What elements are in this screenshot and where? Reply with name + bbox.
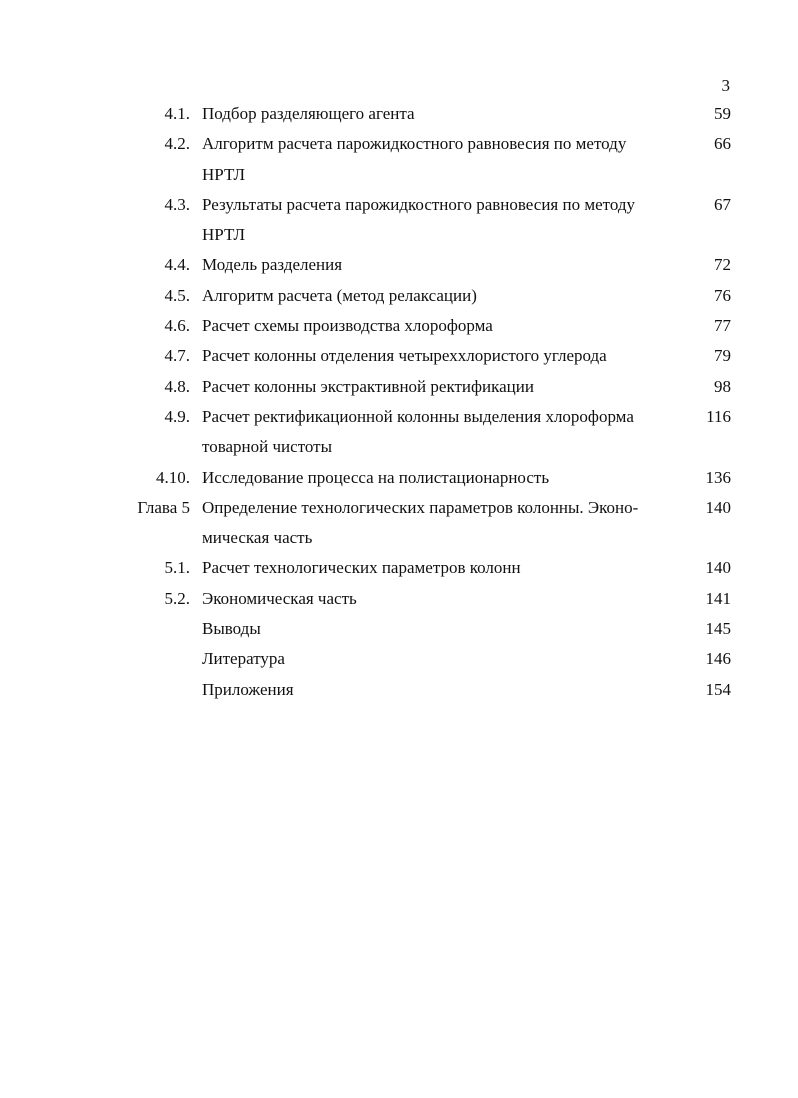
toc-entry	[0, 250, 798, 280]
toc-entry-title	[202, 493, 672, 554]
toc-entry-title	[202, 463, 672, 493]
toc-entry-number: 4.2.	[164, 134, 190, 154]
toc-entry-title	[202, 99, 672, 129]
toc-entry-number: 4.9.	[164, 406, 190, 426]
toc-entry-number: 4.3.	[164, 194, 190, 214]
toc-entry	[0, 553, 798, 583]
toc-entry-title-line: Расчет технологических параметров колонн	[202, 558, 521, 578]
toc-entry-page: 154	[705, 679, 731, 699]
toc-entry-title-line: Исследование процесса на полистационарность	[202, 467, 550, 487]
toc-entry-number: 4.7.	[164, 346, 190, 366]
page-number: 3	[721, 76, 730, 95]
toc-entry	[0, 341, 798, 371]
toc-entry	[0, 129, 798, 190]
toc-entry-title	[202, 190, 672, 251]
toc-entry-title-line: Алгоритм расчета парожидкостного равновесия по методу	[202, 134, 627, 154]
toc-entry-title-line: Расчет колонны экстрактивной ректификации	[202, 376, 534, 396]
toc-entry-title	[202, 281, 672, 311]
toc-entry-number: 4.8.	[164, 376, 190, 396]
toc-entry	[0, 372, 798, 402]
toc-entry-number: 4.5.	[164, 285, 190, 305]
toc-entry-page: 116	[706, 406, 731, 426]
toc-entry-title	[202, 644, 672, 674]
toc-entry-page: 145	[705, 619, 731, 639]
toc-entry-title-line: Расчет схемы производства хлороформа	[202, 316, 493, 336]
toc-entry-number: 4.1.	[164, 104, 190, 123]
toc-entry-number: 4.4.	[164, 255, 190, 275]
toc-entry-title-line: Расчет ректификационной колонны выделения хлороформа	[202, 406, 634, 426]
toc-entry-title-line: НРТЛ	[202, 225, 246, 245]
toc-entry-title-line: Приложения	[202, 679, 294, 699]
toc-entry	[0, 402, 798, 463]
toc-entry-title-line: мическая часть	[202, 528, 313, 548]
toc-entry	[0, 99, 798, 129]
toc-entry-page: 59	[714, 104, 731, 123]
toc-entry	[0, 281, 798, 311]
toc-entry-title-line: Подбор разделяющего агента	[202, 104, 415, 123]
toc-entry-page: 146	[705, 649, 731, 669]
toc-entry-page: 77	[714, 316, 731, 336]
toc-entry-page: 136	[705, 467, 731, 487]
toc-entry-title	[202, 250, 672, 280]
toc-entry-page: 140	[705, 497, 731, 517]
toc-entry-page: 76	[714, 285, 731, 305]
toc-entry-title	[202, 311, 672, 341]
toc-entry-title-line: Расчет колонны отделения четыреххлористого углерода	[202, 346, 607, 366]
toc-entry-page: 72	[714, 255, 731, 275]
toc-entry	[0, 311, 798, 341]
toc-entry-page: 66	[714, 134, 731, 154]
toc-entry-page: 141	[705, 588, 731, 608]
toc-entry	[0, 644, 798, 674]
toc-entry-title-line: НРТЛ	[202, 164, 246, 184]
toc-entry	[0, 493, 798, 554]
toc-entry-title	[202, 553, 672, 583]
toc-entry-page: 98	[714, 376, 731, 396]
toc-entry-number: Глава 5	[137, 497, 190, 517]
toc-entry-title-line: Литература	[202, 649, 285, 669]
table-of-contents	[0, 99, 798, 705]
toc-entry-title	[202, 402, 672, 463]
toc-entry-title	[202, 129, 672, 190]
toc-entry-title-line: товарной чистоты	[202, 437, 333, 457]
toc-entry-title-line: Модель разделения	[202, 255, 343, 275]
toc-entry-page: 67	[714, 194, 731, 214]
toc-entry-number: 4.10.	[156, 467, 190, 487]
toc-entry-page: 140	[705, 558, 731, 578]
toc-entry-title	[202, 341, 672, 371]
toc-entry-title	[202, 584, 672, 614]
toc-entry-title	[202, 614, 672, 644]
toc-entry-title	[202, 372, 672, 402]
toc-entry	[0, 584, 798, 614]
toc-entry-title-line: Результаты расчета парожидкостного равновесия по методу	[202, 194, 636, 214]
toc-entry-page: 79	[714, 346, 731, 366]
toc-entry	[0, 463, 798, 493]
toc-entry-number: 5.2.	[164, 588, 190, 608]
toc-entry-number: 5.1.	[164, 558, 190, 578]
toc-entry-title-line: Определение технологических параметров колонны. Эконо-	[202, 497, 639, 517]
toc-entry-title-line: Экономическая часть	[202, 588, 357, 608]
toc-entry-title-line: Алгоритм расчета (метод релаксации)	[202, 285, 477, 305]
toc-entry-title	[202, 675, 672, 705]
toc-entry-number: 4.6.	[164, 316, 190, 336]
toc-entry	[0, 675, 798, 705]
toc-entry-title-line: Выводы	[202, 619, 261, 639]
toc-entry	[0, 190, 798, 251]
toc-entry	[0, 614, 798, 644]
